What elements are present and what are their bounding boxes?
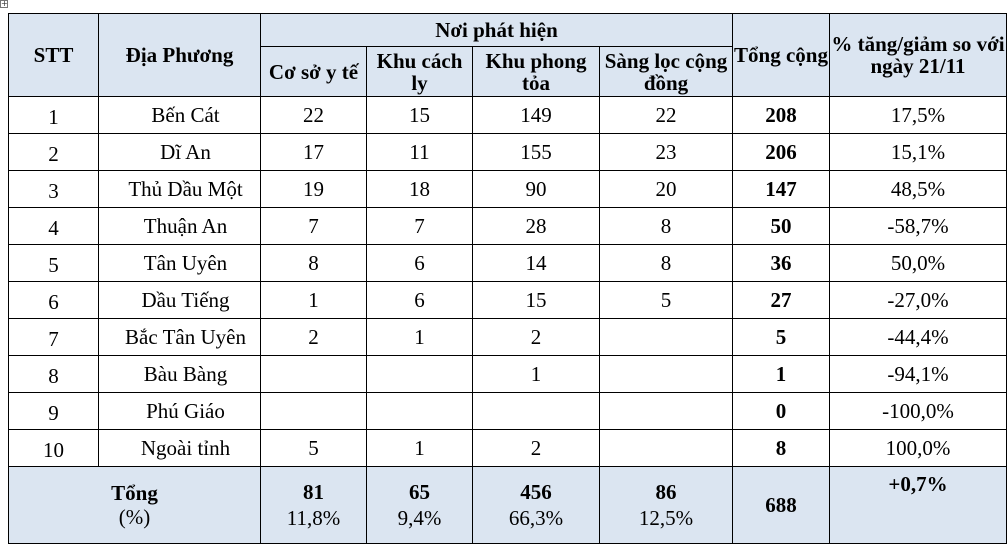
cell-stt: 6: [9, 282, 99, 319]
cell-lockdown: [473, 393, 600, 430]
footer-change: [830, 467, 1007, 544]
cell-lockdown: 15: [473, 282, 600, 319]
header-locality: Địa Phương: [99, 14, 261, 97]
cell-community: 20: [600, 171, 733, 208]
header-detection-place: Nơi phát hiện: [261, 14, 733, 47]
table-row: [9, 282, 1007, 319]
cell-quarantine: 15: [367, 97, 473, 134]
header-community-screening: Sàng lọc cộng đồng: [600, 47, 733, 97]
footer-label: Tổng: [111, 481, 158, 505]
footer-change-value: +0,7%: [888, 472, 948, 496]
cell-medical: 1: [261, 282, 367, 319]
cell-quarantine: 1: [367, 430, 473, 467]
cell-stt: 9: [9, 393, 99, 430]
table-row: [9, 134, 1007, 171]
cell-quarantine: 11: [367, 134, 473, 171]
cell-change: 15,1%: [830, 134, 1007, 171]
cell-locality: Ngoài tỉnh: [99, 430, 261, 467]
cell-lockdown: 28: [473, 208, 600, 245]
footer-lockdown-value: 456: [520, 480, 552, 504]
cell-total: 206: [733, 134, 830, 171]
table-row: [9, 245, 1007, 282]
cell-total: 208: [733, 97, 830, 134]
footer-quarantine-pct: 9,4%: [397, 506, 442, 530]
cell-community: 22: [600, 97, 733, 134]
cell-medical: 2: [261, 319, 367, 356]
cell-quarantine: 7: [367, 208, 473, 245]
footer-lockdown-pct: 66,3%: [508, 506, 564, 530]
footer-label-cell: [9, 467, 261, 544]
header-quarantine-zone: Khu cách ly: [367, 47, 473, 97]
footer-community-pct: 12,5%: [638, 506, 694, 530]
cell-locality: Dĩ An: [99, 134, 261, 171]
cell-total: 5: [733, 319, 830, 356]
table-row: [9, 97, 1007, 134]
cell-quarantine: 1: [367, 319, 473, 356]
header-stt: STT: [9, 14, 99, 97]
cell-change: -27,0%: [830, 282, 1007, 319]
cell-medical: 19: [261, 171, 367, 208]
footer-label-sub: (%): [118, 505, 151, 529]
cell-community: 23: [600, 134, 733, 171]
cell-community: 5: [600, 282, 733, 319]
cell-stt: 1: [9, 97, 99, 134]
cell-quarantine: 6: [367, 282, 473, 319]
cell-medical: 8: [261, 245, 367, 282]
table-row: [9, 319, 1007, 356]
cell-locality: Dầu Tiếng: [99, 282, 261, 319]
cases-table: [8, 13, 1007, 544]
cell-quarantine: [367, 393, 473, 430]
cell-change: -94,1%: [830, 356, 1007, 393]
footer-community: [600, 467, 733, 544]
cell-medical: [261, 356, 367, 393]
table-row: [9, 356, 1007, 393]
table-row: [9, 430, 1007, 467]
cell-medical: 5: [261, 430, 367, 467]
cell-stt: 10: [9, 430, 99, 467]
cell-medical: 17: [261, 134, 367, 171]
cell-medical: 7: [261, 208, 367, 245]
cell-lockdown: 1: [473, 356, 600, 393]
cell-locality: Phú Giáo: [99, 393, 261, 430]
cell-change: 48,5%: [830, 171, 1007, 208]
header-lockdown-zone: Khu phong tỏa: [473, 47, 600, 97]
cell-quarantine: 18: [367, 171, 473, 208]
cell-stt: 2: [9, 134, 99, 171]
cell-quarantine: [367, 356, 473, 393]
cell-stt: 7: [9, 319, 99, 356]
cell-locality: Tân Uyên: [99, 245, 261, 282]
cell-community: [600, 356, 733, 393]
cell-total: 27: [733, 282, 830, 319]
cell-medical: [261, 393, 367, 430]
cell-change: 17,5%: [830, 97, 1007, 134]
header-medical-facility: Cơ sở y tế: [261, 47, 367, 97]
cell-lockdown: 155: [473, 134, 600, 171]
cell-stt: 4: [9, 208, 99, 245]
cell-total: 50: [733, 208, 830, 245]
cell-total: 147: [733, 171, 830, 208]
header-total: Tổng cộng: [733, 14, 830, 97]
footer-total: [733, 467, 830, 544]
footer-quarantine-value: 65: [409, 480, 430, 504]
cell-locality: Thuận An: [99, 208, 261, 245]
cell-stt: 5: [9, 245, 99, 282]
footer-lockdown: [473, 467, 600, 544]
table-body: [9, 97, 1007, 467]
table-move-handle-icon[interactable]: +: [1, 0, 8, 8]
cell-total: 36: [733, 245, 830, 282]
cell-lockdown: 149: [473, 97, 600, 134]
cell-community: [600, 393, 733, 430]
table-row: [9, 171, 1007, 208]
cell-community: [600, 430, 733, 467]
footer-quarantine: [367, 467, 473, 544]
footer-medical-value: 81: [303, 480, 324, 504]
cell-lockdown: 2: [473, 319, 600, 356]
footer-medical: [261, 467, 367, 544]
cell-lockdown: 2: [473, 430, 600, 467]
table-row: [9, 208, 1007, 245]
cell-medical: 22: [261, 97, 367, 134]
cell-lockdown: 14: [473, 245, 600, 282]
table-header: [9, 14, 1007, 97]
cell-change: -58,7%: [830, 208, 1007, 245]
cell-total: 8: [733, 430, 830, 467]
table-row: [9, 393, 1007, 430]
cell-change: -44,4%: [830, 319, 1007, 356]
cell-locality: Bến Cát: [99, 97, 261, 134]
cell-community: 8: [600, 208, 733, 245]
cell-locality: Thủ Dầu Một: [99, 171, 261, 208]
header-change: % tăng/giảm so với ngày 21/11: [830, 14, 1007, 97]
cell-community: 8: [600, 245, 733, 282]
cell-change: 50,0%: [830, 245, 1007, 282]
footer-total-value: 688: [765, 493, 797, 517]
cell-stt: 8: [9, 356, 99, 393]
cell-quarantine: 6: [367, 245, 473, 282]
cell-stt: 3: [9, 171, 99, 208]
cell-total: 0: [733, 393, 830, 430]
footer-community-value: 86: [655, 480, 677, 504]
cell-community: [600, 319, 733, 356]
cell-locality: Bàu Bàng: [99, 356, 261, 393]
cell-locality: Bắc Tân Uyên: [99, 319, 261, 356]
table-footer: [9, 467, 1007, 544]
footer-medical-pct: 11,8%: [286, 506, 341, 530]
cell-change: -100,0%: [830, 393, 1007, 430]
cell-total: 1: [733, 356, 830, 393]
cell-lockdown: 90: [473, 171, 600, 208]
cell-change: 100,0%: [830, 430, 1007, 467]
